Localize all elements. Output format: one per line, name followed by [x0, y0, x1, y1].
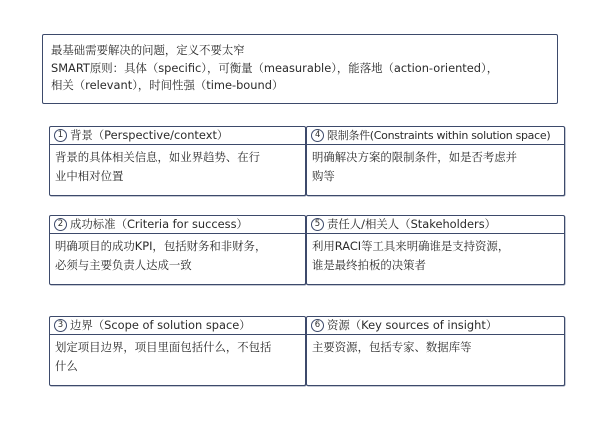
card-title: 成功标准（Criteria for success） [70, 217, 248, 231]
number-badge: 2 [54, 218, 67, 231]
number-badge: 1 [54, 129, 67, 142]
card-header [307, 317, 564, 335]
summary-line-3: 相关（relevant），时间性强（time-bound） [51, 78, 284, 92]
card-title: 资源（Key sources of insight） [327, 318, 498, 332]
number-badge: 6 [311, 319, 324, 332]
number-badge: 4 [311, 129, 324, 142]
summary-box [42, 34, 558, 104]
card-header [50, 127, 305, 145]
card-body: 划定项目边界，项目里面包括什么，不包括 什么 [55, 340, 272, 373]
summary-line-1: 最基础需要解决的问题，定义不要太窄 [51, 43, 245, 57]
card-title: 背景（Perspective/context） [70, 128, 229, 142]
card-body: 利用RACI等工具来明确谁是支持资源， 谁是最终拍板的决策者 [312, 239, 510, 272]
card-body: 背景的具体相关信息，如业界趋势、在行 业中相对位置 [55, 150, 261, 183]
card-title: 限制条件(Constraints within solution space) [327, 129, 551, 142]
card-perspective [49, 126, 306, 196]
card-title: 边界（Scope of solution space） [70, 318, 251, 332]
card-header [307, 127, 564, 145]
number-badge: 5 [311, 218, 324, 231]
card-header [307, 216, 564, 234]
card-title: 责任人/相关人（Stakeholders） [327, 217, 497, 231]
card-body: 明确项目的成功KPI，包括财务和非财务， 必须与主要负责人达成一致 [55, 239, 267, 272]
card-body: 明确解决方案的限制条件，如是否考虑并 购等 [312, 150, 518, 183]
summary-line-2: SMART原则：具体（specific），可衡量（measurable），能落地（action-oriented）， [51, 60, 499, 75]
card-scope [49, 316, 306, 386]
card-criteria [49, 215, 306, 285]
card-header [50, 317, 305, 335]
card-stakeholders [306, 215, 565, 285]
card-resources [306, 316, 565, 386]
number-badge: 3 [54, 319, 67, 332]
card-constraints [306, 126, 565, 196]
card-header [50, 216, 305, 234]
card-body: 主要资源，包括专家、数据库等 [312, 340, 472, 354]
